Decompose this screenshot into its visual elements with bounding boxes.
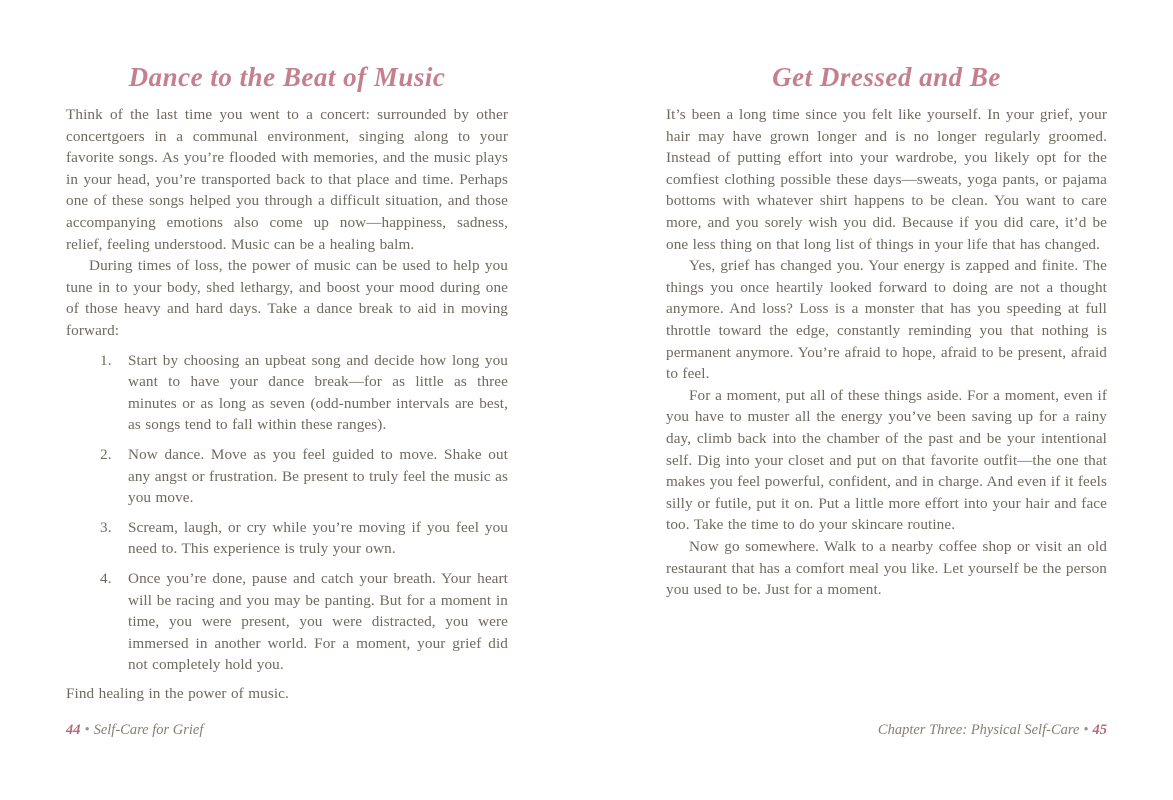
numbered-list bbox=[66, 350, 508, 676]
footer-left bbox=[66, 722, 203, 739]
footer-separator: • bbox=[1083, 722, 1089, 738]
list-item-text: Once you’re done, pause and catch your breath. Your heart will be racing and you may be panting. But for a moment in time, you were present, you were distracted, you were immersed in another world. For a moment, your grief did not completely hold you. bbox=[128, 569, 508, 674]
list-item-text: Start by choosing an upbeat song and decide how long you want to have your dance break—for as little as three minutes or as long as seven (odd-number intervals are best, as songs tend to fall within these ranges). bbox=[128, 351, 508, 434]
book-title: Self-Care for Grief bbox=[93, 722, 204, 738]
page-right-body bbox=[666, 104, 1107, 601]
paragraph: Now go somewhere. Walk to a nearby coffee shop or visit an old restaurant that has a comfort meal you like. Let yourself be the person you used to be. Just for a moment. bbox=[666, 537, 1107, 599]
paragraph: For a moment, put all of these things aside. For a moment, even if you have to muster all the energy you’ve been saving up for a rainy day, climb back into the chamber of the past and be your intentional self. Dig into your closet and put on that favorite outfit—the one that makes you feel powerful, confident, and in charge. And even if it feels silly or futile, put it on. Put a little more effort into your hair and face too. Take the time to do your skincare routine. bbox=[666, 386, 1107, 534]
footer-right bbox=[666, 722, 1107, 739]
page-left bbox=[66, 62, 508, 704]
list-item bbox=[100, 444, 508, 509]
page-title-right: Get Dressed and Be bbox=[772, 62, 1001, 92]
list-item-number: 2. bbox=[100, 445, 112, 463]
list-item-text: Scream, laugh, or cry while you’re moving if you feel you need to. This experience is truly your own. bbox=[128, 518, 508, 558]
closing-line: Find healing in the power of music. bbox=[66, 684, 289, 702]
list-item-number: 3. bbox=[100, 518, 112, 536]
paragraph: Yes, grief has changed you. Your energy is zapped and finite. The things you once heartily looked forward to doing are not a thought anymore. And loss? Loss is a monster that has you speeding at full throttle toward the edge, constantly reminding you that nothing is permanent anymore. You’re afraid to hope, afraid to be present, afraid to feel. bbox=[666, 257, 1107, 383]
list-item-text: Now dance. Move as you feel guided to move. Shake out any angst or frustration. Be present to truly feel the music as you move. bbox=[128, 445, 508, 507]
list-item bbox=[100, 517, 508, 560]
page-number-right: 45 bbox=[1092, 722, 1107, 738]
page-right bbox=[666, 62, 1107, 601]
paragraph: It’s been a long time since you felt like yourself. In your grief, your hair may have grown longer and is no longer regularly groomed. Instead of putting effort into your wardrobe, you likely opt for the comfiest clothing possible these days—sweats, yoga pants, or pajama bottoms with whatever shirt happens to be clean. You want to care more, and you sorely wish you did. Because if you did care, it’d be one less thing on that long list of things in your life that has changed. bbox=[666, 106, 1107, 253]
list-item bbox=[100, 350, 508, 436]
list-item bbox=[100, 568, 508, 676]
list-item-number: 4. bbox=[100, 569, 112, 587]
list-item-number: 1. bbox=[100, 351, 112, 369]
footer-separator: • bbox=[84, 722, 90, 738]
page-title-left: Dance to the Beat of Music bbox=[128, 62, 446, 92]
page-left-body bbox=[66, 104, 508, 704]
paragraph: Think of the last time you went to a concert: surrounded by other concertgoers in a communal environment, singing along to your favorite songs. As you’re flooded with memories, and the music plays in your head, you’re transported back to that place and time. Perhaps one of these songs helped you through a difficult situation, and those accompanying emotions also come up now—happiness, sadness, relief, feeling understood. Music can be a healing balm. bbox=[66, 106, 508, 253]
paragraph: During times of loss, the power of music can be used to help you tune in to your body, shed lethargy, and boost your mood during one of those heavy and hard days. Take a dance break to aid in moving forward: bbox=[66, 257, 508, 339]
page-number-left: 44 bbox=[66, 722, 81, 738]
chapter-title: Chapter Three: Physical Self-Care bbox=[877, 722, 1080, 738]
